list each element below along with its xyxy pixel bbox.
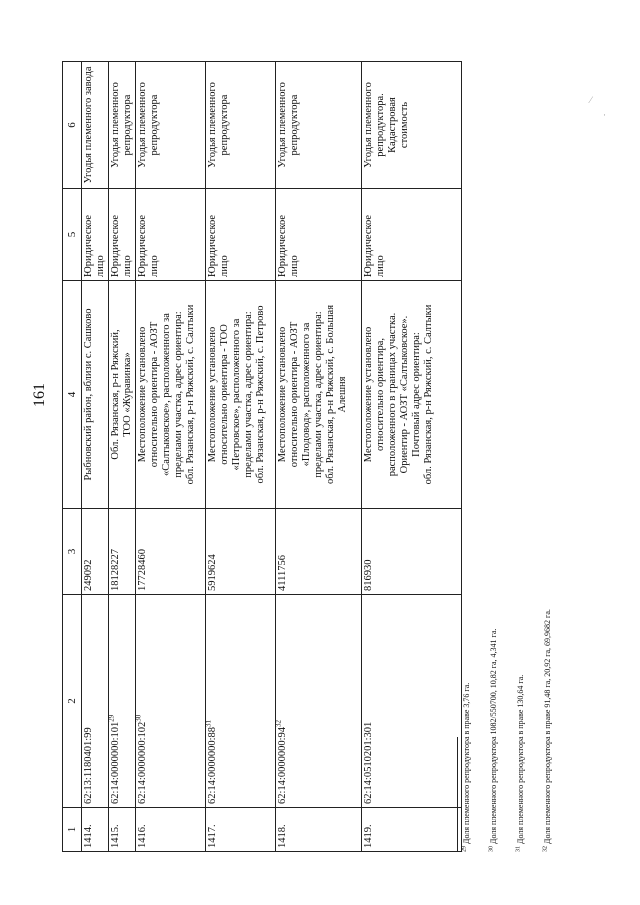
- footnote-ref: 30: [134, 714, 143, 722]
- row-number: 1417.: [206, 808, 276, 852]
- area-cell: 18128227: [109, 509, 136, 595]
- table-row: [109, 62, 136, 852]
- purpose-cell: [82, 62, 109, 189]
- table-row: [206, 62, 276, 852]
- cadastral-number-cell: [362, 595, 462, 808]
- column-header: 6: [63, 62, 82, 189]
- purpose-line: репродуктора: [219, 94, 230, 156]
- purpose-cell: [362, 62, 462, 189]
- location-line: «Плодовод», расположенного за: [301, 322, 312, 467]
- cadastral-number: 62:14:0510201:301: [363, 721, 374, 804]
- purpose-line: Угодья племенного: [363, 82, 374, 168]
- column-header: 4: [63, 281, 82, 509]
- cadastral-number-cell: [109, 595, 136, 808]
- location-cell: [206, 281, 276, 509]
- owner-cell: Юридическое лицо: [136, 189, 206, 281]
- purpose-cell: [136, 62, 206, 189]
- purpose-line: Угодья племенного: [277, 82, 288, 168]
- column-header: 2: [63, 595, 82, 808]
- location-line: относительно ориентира - АОЗТ: [289, 321, 300, 468]
- location-line: обл. Рязанская, р-н Ряжский, с. Салтыки: [423, 304, 434, 485]
- location-cell: [136, 281, 206, 509]
- purpose-cell: [206, 62, 276, 189]
- footnote-number: 32: [542, 846, 549, 852]
- table-row: [82, 62, 109, 852]
- footnote-ref: 32: [274, 719, 283, 727]
- location-line: Местоположение установлено: [137, 326, 148, 463]
- location-line: пределами участка, адрес ориентира:: [313, 311, 324, 478]
- row-number: 1418.: [276, 808, 362, 852]
- footnote: [489, 62, 499, 852]
- area-cell: 5919624: [206, 509, 276, 595]
- rotated-content: [62, 62, 602, 852]
- footnote-divider: [457, 737, 458, 852]
- cadastral-number: 62:13:1180401:99: [83, 727, 94, 804]
- area-cell: 17728460: [136, 509, 206, 595]
- cadastral-number-cell: [276, 595, 362, 808]
- owner-cell: Юридическое лицо: [206, 189, 276, 281]
- location-cell: [109, 281, 136, 509]
- location-line: Местоположение установлено: [277, 326, 288, 463]
- purpose-line: Угодья племенного: [110, 82, 121, 168]
- scan-mark: ⁄: [590, 95, 592, 105]
- area-cell: 816930: [362, 509, 462, 595]
- location-line: пределами участка, адрес ориентира:: [243, 311, 254, 478]
- location-cell: [82, 281, 109, 509]
- row-number: 1416.: [136, 808, 206, 852]
- location-line: Местоположение установлено: [207, 326, 218, 463]
- owner-cell: Юридическое лицо: [276, 189, 362, 281]
- location-line: обл. Рязанская, р-н Ряжский, с. Салтыки: [185, 304, 196, 485]
- area-cell: 249092: [82, 509, 109, 595]
- location-line: «Петровское», расположенного за: [231, 318, 242, 471]
- scan-mark: ·: [603, 110, 606, 120]
- location-line: относительно ориентира,: [375, 337, 386, 452]
- owner-cell: Юридическое лицо: [362, 189, 462, 281]
- footnote-number: 30: [488, 846, 495, 852]
- purpose-line: стоимость: [399, 101, 410, 149]
- purpose-line: репродуктора: [289, 94, 300, 156]
- purpose-cell: [276, 62, 362, 189]
- location-cell: [362, 281, 462, 509]
- location-line: пределами участка, адрес ориентира:: [173, 311, 184, 478]
- owner-cell: Юридическое лицо: [109, 189, 136, 281]
- location-line: расположенного в границах участка.: [387, 312, 398, 477]
- cadastral-number-cell: [206, 595, 276, 808]
- page-number: 161: [31, 383, 48, 407]
- land-registry-table: [62, 61, 462, 852]
- location-line: обл. Рязанская, р-н Ряжский, с. Большая: [325, 304, 336, 485]
- purpose-line: Угодья племенного завода: [83, 66, 94, 184]
- footnote-number: 31: [515, 846, 522, 852]
- location-line: ТОО «Журавинка»: [122, 352, 133, 437]
- column-header: 5: [63, 189, 82, 281]
- footnote: [462, 62, 472, 852]
- location-line: «Салтыковское», расположенного за: [161, 313, 172, 476]
- purpose-line: Угодья племенного: [207, 82, 218, 168]
- cadastral-number-cell: [136, 595, 206, 808]
- column-header: 1: [63, 808, 82, 852]
- table-row: [362, 62, 462, 852]
- footnote-ref: 29: [107, 714, 116, 722]
- location-cell: [276, 281, 362, 509]
- location-line: Ориентир - АОЗТ «Салтыковское».: [399, 315, 410, 474]
- purpose-line: репродуктора: [149, 94, 160, 156]
- footnote-text: Доля племенного репродуктора в праве 91,48 га, 20,92 га, 69,9682 га.: [543, 609, 552, 844]
- cadastral-number: 62:14:0000000:101: [110, 721, 121, 804]
- footnote-ref: 31: [204, 719, 213, 727]
- location-line: относительно ориентира - ТОО: [219, 324, 230, 465]
- cadastral-number-cell: [82, 595, 109, 808]
- row-number: 1419.: [362, 808, 462, 852]
- purpose-line: репродуктора. Кадастровая: [375, 93, 398, 157]
- footnote-number: 29: [461, 846, 468, 852]
- owner-cell: Юридическое лицо: [82, 189, 109, 281]
- cadastral-number: 62:14:0000000:88: [207, 726, 218, 804]
- row-number: 1415.: [109, 808, 136, 852]
- location-line: Местоположение установлено: [363, 326, 374, 463]
- location-line: обл. Рязанская, р-н Ряжский, с. Петрово: [255, 305, 266, 484]
- purpose-line: Угодья племенного: [137, 82, 148, 168]
- footnote-text: Доля племенного репродуктора в праве 3,76 га.: [462, 682, 471, 844]
- location-line: Почтовый адрес ориентира:: [411, 332, 422, 457]
- table-row: [136, 62, 206, 852]
- purpose-line: репродуктора: [122, 94, 133, 156]
- purpose-cell: [109, 62, 136, 189]
- area-cell: 4111756: [276, 509, 362, 595]
- footnote-text: Доля племенного репродуктора в праве 130,64 га.: [516, 674, 525, 844]
- location-line: относительно ориентира - АОЗТ: [149, 321, 160, 468]
- cadastral-number: 62:14:0000000:94: [277, 726, 288, 804]
- footnote: [516, 62, 526, 852]
- location-line: Рыбновский район, вблизи с. Сашково: [83, 308, 94, 481]
- row-number: 1414.: [82, 808, 109, 852]
- location-line: Обл. Рязанская, р-н Ряжский,: [110, 329, 121, 460]
- column-header: 3: [63, 509, 82, 595]
- cadastral-number: 62:14:0000000:102: [137, 721, 148, 804]
- location-line: Алешня: [337, 376, 348, 413]
- footnotes: [457, 62, 570, 852]
- footnote-text: Доля племенного репродуктора 1082/550700, 10,82 га, 4,341 га.: [489, 628, 498, 844]
- header-row: [63, 62, 82, 852]
- table-row: [276, 62, 362, 852]
- footnote: [543, 62, 553, 852]
